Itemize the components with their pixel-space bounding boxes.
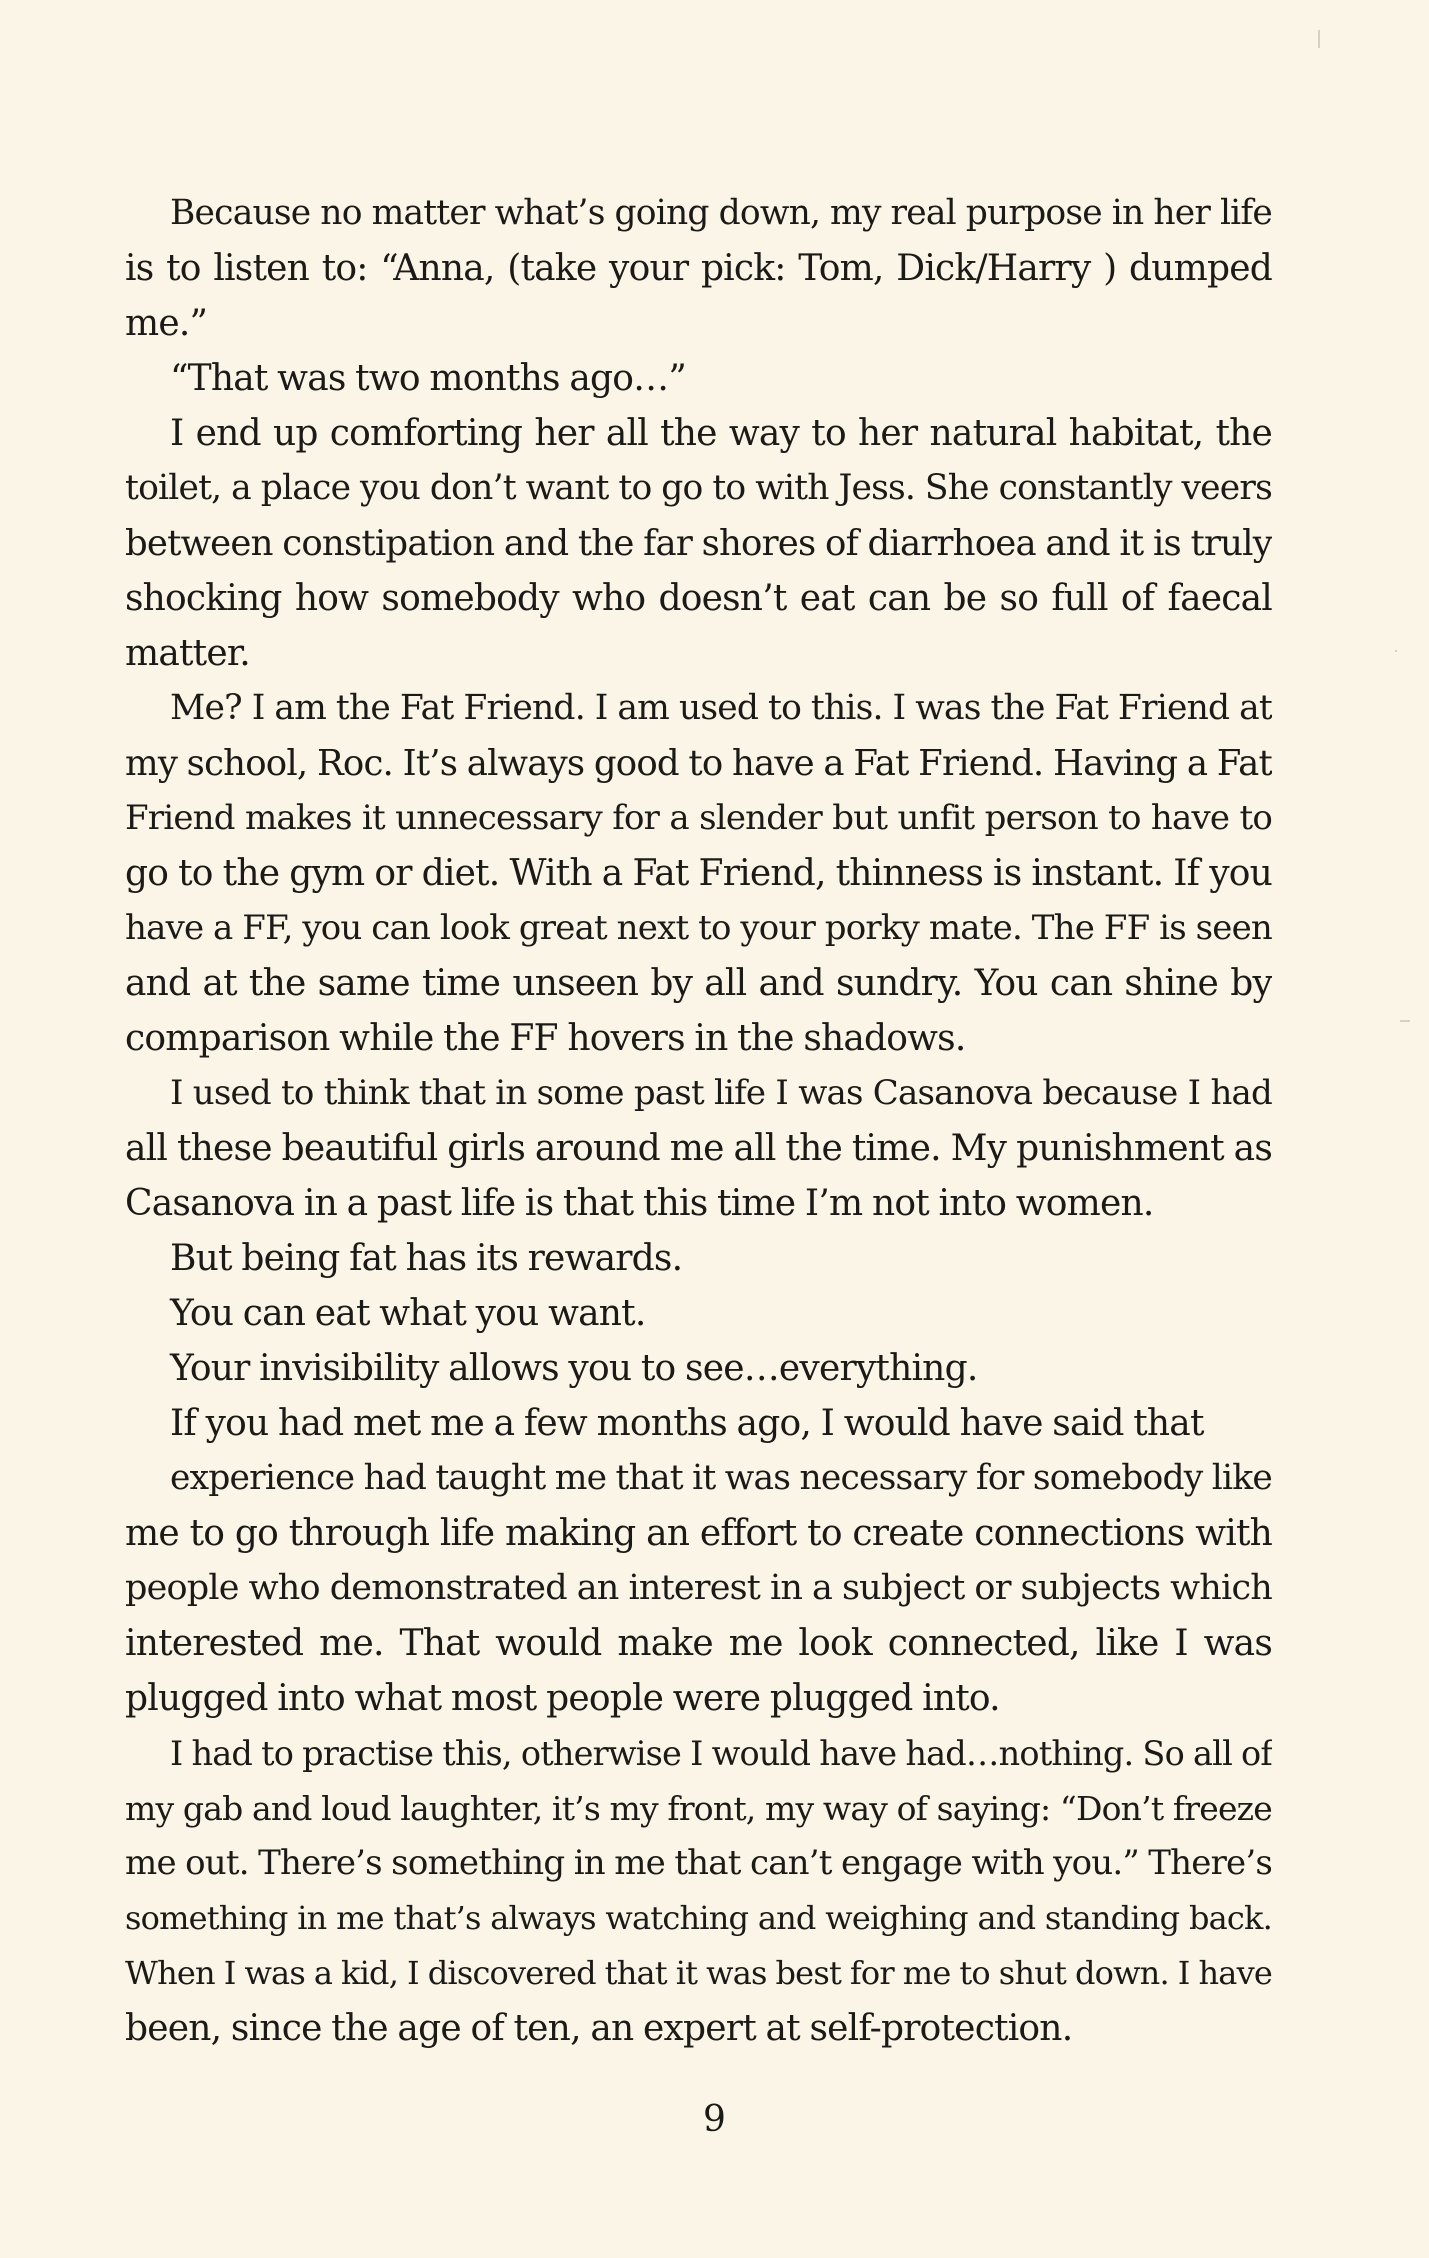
- text-line: shocking how somebody who doesn’t eat can be so full of faecal: [125, 578, 1272, 619]
- text-line: my gab and loud laughter, it’s my front, my way of saying: “Don’t freeze: [125, 1789, 1272, 1828]
- text-line: Casanova in a past life is that this time I’m not into women.: [125, 1183, 1154, 1224]
- text-line: I used to think that in some past life I was Casanova because I had: [170, 1073, 1272, 1113]
- scan-speck: [1318, 30, 1320, 48]
- scan-speck: [1395, 650, 1397, 652]
- text-line: is to listen to: “Anna, (take your pick: Tom, Dick/Harry ) dumped: [125, 248, 1272, 289]
- text-line: me out. There’s something in me that can’t engage with you.” There’s: [125, 1843, 1272, 1883]
- text-line: all these beautiful girls around me all the time. My punishment as: [125, 1128, 1272, 1169]
- text-line: matter.: [125, 633, 250, 674]
- text-line: my school, Roc. It’s always good to have a Fat Friend. Having a Fat: [125, 743, 1272, 784]
- text-line: Me? I am the Fat Friend. I am used to this. I was the Fat Friend at: [170, 688, 1272, 728]
- text-line: and at the same time unseen by all and sundry. You can shine by: [125, 963, 1272, 1004]
- text-line: experience had taught me that it was necessary for somebody like: [170, 1458, 1272, 1498]
- text-line: Friend makes it unnecessary for a slender but unfit person to have to: [125, 798, 1272, 838]
- page-number: 9: [703, 2099, 726, 2140]
- text-line: people who demonstrated an interest in a subject or subjects which: [125, 1568, 1272, 1608]
- text-line: me to go through life making an effort to create connections with: [125, 1513, 1272, 1554]
- text-line: interested me. That would make me look connected, like I was: [125, 1623, 1272, 1664]
- text-line: go to the gym or diet. With a Fat Friend, thinness is instant. If you: [125, 853, 1272, 894]
- text-line: plugged into what most people were plugged into.: [125, 1678, 1000, 1719]
- text-line: comparison while the FF hovers in the shadows.: [125, 1018, 966, 1059]
- text-line: When I was a kid, I discovered that it was best for me to shut down. I have: [125, 1954, 1272, 1992]
- text-line: If you had met me a few months ago, I would have said that: [170, 1403, 1204, 1444]
- text-line: I end up comforting her all the way to her natural habitat, the: [170, 413, 1272, 454]
- text-line: “That was two months ago…”: [170, 358, 686, 399]
- body-text: [125, 186, 1272, 2056]
- text-line: been, since the age of ten, an expert at self-protection.: [125, 2008, 1073, 2049]
- text-line: something in me that’s always watching and weighing and standing back.: [125, 1899, 1272, 1937]
- text-line: me.”: [125, 303, 208, 344]
- text-line: I had to practise this, otherwise I would have had…nothing. So all of: [170, 1734, 1272, 1773]
- text-line: But being fat has its rewards.: [170, 1238, 683, 1279]
- scan-speck: [1400, 1020, 1410, 1022]
- text-line: Your invisibility allows you to see…everything.: [170, 1348, 978, 1389]
- text-line: between constipation and the far shores of diarrhoea and it is truly: [125, 523, 1272, 564]
- text-line: You can eat what you want.: [170, 1293, 646, 1334]
- text-line: Because no matter what’s going down, my real purpose in her life: [170, 193, 1272, 233]
- text-line: have a FF, you can look great next to your porky mate. The FF is seen: [125, 908, 1272, 948]
- text-line: toilet, a place you don’t want to go to with Jess. She constantly veers: [125, 468, 1272, 508]
